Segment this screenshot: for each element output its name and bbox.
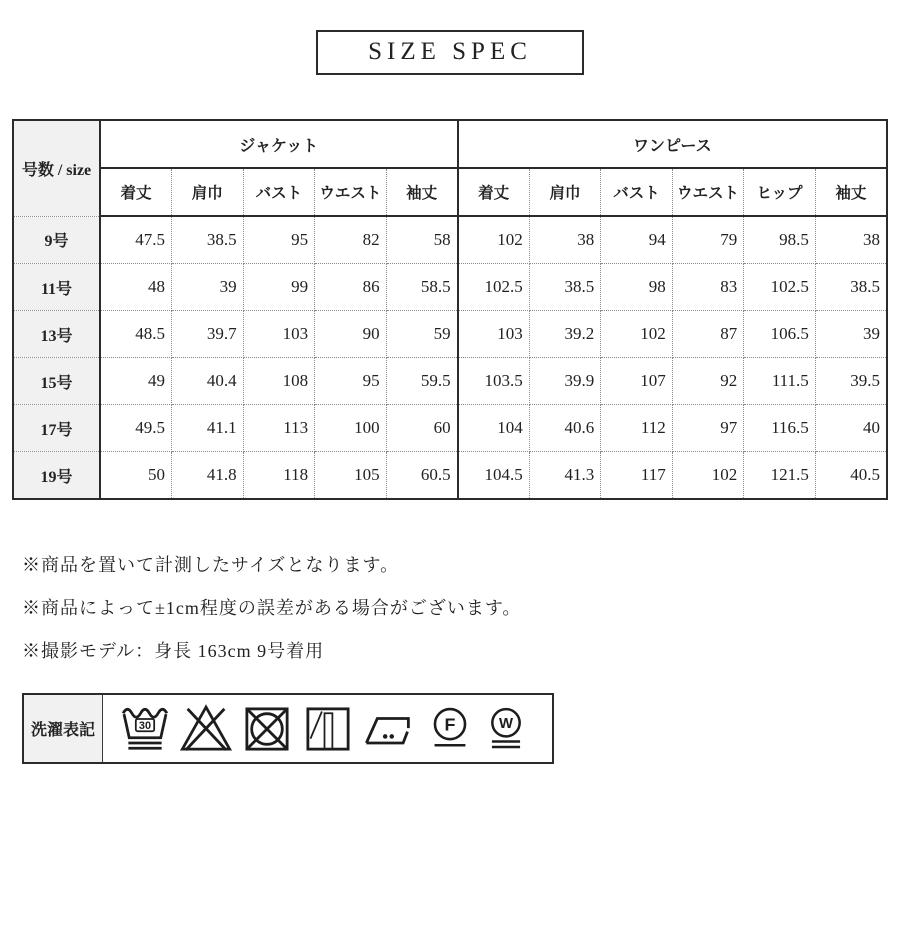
measurement-cell: 97: [672, 405, 744, 452]
do-not-tumble-dry-icon: [239, 701, 295, 757]
column-header-row: [13, 168, 887, 216]
measurement-cell: 38.5: [172, 216, 244, 264]
measurement-cell: 49.5: [100, 405, 172, 452]
measurement-cell: 92: [672, 358, 744, 405]
care-label: 洗濯表記: [23, 694, 103, 763]
table-row: [13, 216, 887, 264]
measurement-cell: 41.3: [529, 452, 601, 500]
measurement-cell: 102.5: [744, 264, 816, 311]
table-row: [13, 405, 887, 452]
measurement-cell: 39.7: [172, 311, 244, 358]
iron-medium-icon: [361, 701, 419, 757]
line-dry-in-shade-icon: [300, 701, 356, 757]
measurement-cell: 118: [243, 452, 315, 500]
measurement-cell: 38.5: [815, 264, 887, 311]
table-row: [13, 311, 887, 358]
measurement-cell: 48.5: [100, 311, 172, 358]
measurement-cell: 60.5: [386, 452, 458, 500]
measurement-cell: 102: [458, 216, 530, 264]
measurement-cell: 103.5: [458, 358, 530, 405]
table-row: [13, 452, 887, 500]
size-label: 11号: [13, 264, 100, 311]
measurement-cell: 40: [815, 405, 887, 452]
page-title: SIZE SPEC: [316, 30, 584, 75]
size-spec-table: [12, 119, 888, 500]
measurement-cell: 112: [601, 405, 673, 452]
measurement-cell: 98: [601, 264, 673, 311]
measurement-cell: 99: [243, 264, 315, 311]
column-header: 袖丈: [815, 168, 887, 216]
measurement-cell: 103: [243, 311, 315, 358]
group-header-row: [13, 120, 887, 168]
column-header: 肩巾: [172, 168, 244, 216]
measurement-cell: 102: [672, 452, 744, 500]
note-model: ※撮影モデル：身長 163cm 9号着用: [22, 641, 325, 661]
measurement-cell: 58.5: [386, 264, 458, 311]
notes-section: [22, 556, 900, 661]
measurement-cell: 104.5: [458, 452, 530, 500]
measurement-cell: 117: [601, 452, 673, 500]
measurement-cell: 41.8: [172, 452, 244, 500]
measurement-cell: 38.5: [529, 264, 601, 311]
measurement-cell: 38: [529, 216, 601, 264]
note-measured: ※商品を置いて計測したサイズとなります。: [22, 555, 400, 575]
size-label: 9号: [13, 216, 100, 264]
measurement-cell: 47.5: [100, 216, 172, 264]
table-row: [13, 358, 887, 405]
column-header: 袖丈: [386, 168, 458, 216]
dry-clean-f-icon: [424, 701, 476, 757]
column-header: ウエスト: [672, 168, 744, 216]
wash-30-icon: [117, 701, 173, 757]
row-header-cell: 号数 / size: [13, 120, 100, 216]
measurement-cell: 49: [100, 358, 172, 405]
measurement-cell: 95: [315, 358, 387, 405]
measurement-cell: 38: [815, 216, 887, 264]
measurement-cell: 39: [172, 264, 244, 311]
svg-text:F: F: [444, 714, 456, 735]
group-header-onepiece: ワンピース: [458, 120, 887, 168]
svg-text:W: W: [499, 715, 513, 732]
measurement-cell: 102.5: [458, 264, 530, 311]
measurement-cell: 59.5: [386, 358, 458, 405]
measurement-cell: 113: [243, 405, 315, 452]
measurement-cell: 39: [815, 311, 887, 358]
column-header: 肩巾: [529, 168, 601, 216]
note-tolerance: ※商品によって±1cm程度の誤差がある場合がございます。: [22, 598, 522, 618]
measurement-cell: 83: [672, 264, 744, 311]
measurement-cell: 60: [386, 405, 458, 452]
size-label: 15号: [13, 358, 100, 405]
measurement-cell: 58: [386, 216, 458, 264]
measurement-cell: 121.5: [744, 452, 816, 500]
group-header-jacket: ジャケット: [100, 120, 458, 168]
column-header: 着丈: [100, 168, 172, 216]
svg-text:30: 30: [138, 719, 152, 732]
do-not-bleach-icon: [178, 701, 234, 757]
care-symbols: [117, 701, 552, 757]
measurement-cell: 40.4: [172, 358, 244, 405]
measurement-cell: 79: [672, 216, 744, 264]
size-label: 13号: [13, 311, 100, 358]
measurement-cell: 94: [601, 216, 673, 264]
measurement-cell: 40.5: [815, 452, 887, 500]
measurement-cell: 86: [315, 264, 387, 311]
measurement-cell: 98.5: [744, 216, 816, 264]
measurement-cell: 82: [315, 216, 387, 264]
measurement-cell: 107: [601, 358, 673, 405]
measurement-cell: 116.5: [744, 405, 816, 452]
measurement-cell: 100: [315, 405, 387, 452]
measurement-cell: 87: [672, 311, 744, 358]
measurement-cell: 102: [601, 311, 673, 358]
column-header: ウエスト: [315, 168, 387, 216]
care-label-table: [22, 693, 554, 764]
measurement-cell: 105: [315, 452, 387, 500]
column-header: バスト: [243, 168, 315, 216]
column-header: バスト: [601, 168, 673, 216]
measurement-cell: 103: [458, 311, 530, 358]
measurement-cell: 106.5: [744, 311, 816, 358]
measurement-cell: 40.6: [529, 405, 601, 452]
size-label: 17号: [13, 405, 100, 452]
column-header: ヒップ: [744, 168, 816, 216]
measurement-cell: 104: [458, 405, 530, 452]
care-row: [23, 694, 553, 763]
measurement-cell: 111.5: [744, 358, 816, 405]
wet-clean-w-icon: [481, 701, 531, 757]
measurement-cell: 108: [243, 358, 315, 405]
size-label: 19号: [13, 452, 100, 500]
table-row: [13, 264, 887, 311]
measurement-cell: 39.5: [815, 358, 887, 405]
measurement-cell: 41.1: [172, 405, 244, 452]
measurement-cell: 50: [100, 452, 172, 500]
column-header: 着丈: [458, 168, 530, 216]
measurement-cell: 39.2: [529, 311, 601, 358]
measurement-cell: 59: [386, 311, 458, 358]
measurement-cell: 95: [243, 216, 315, 264]
measurement-cell: 39.9: [529, 358, 601, 405]
measurement-cell: 90: [315, 311, 387, 358]
measurement-cell: 48: [100, 264, 172, 311]
